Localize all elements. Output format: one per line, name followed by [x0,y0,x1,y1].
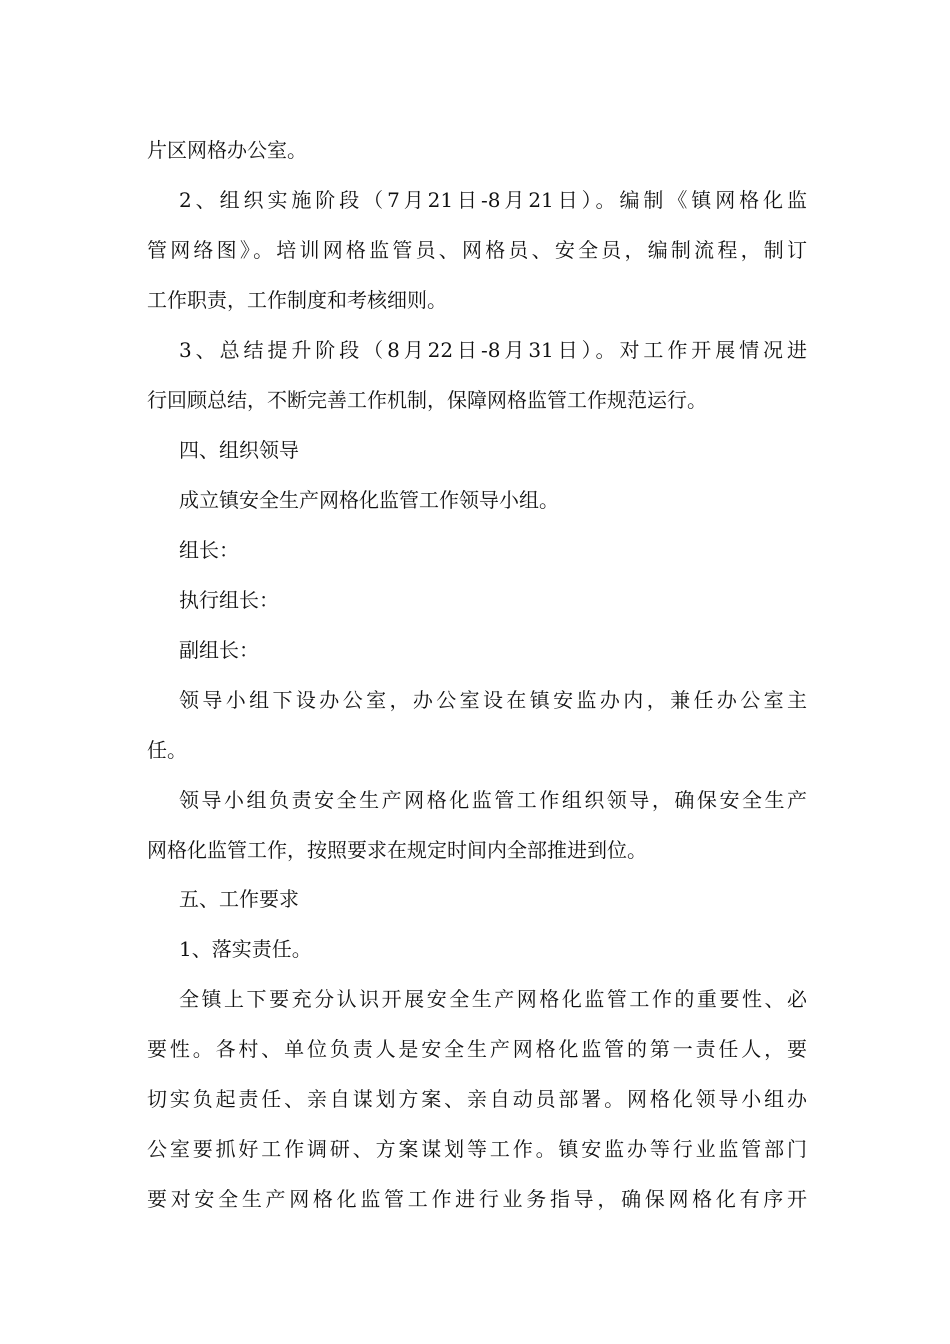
paragraph-line: 成立镇安全生产网格化监管工作领导小组。 [179,488,559,512]
paragraph-line: 要对安全生产网格化监管工作进行业务指导，确保网格化有序开 [147,1187,807,1211]
paragraph-line: 切实负起责任、亲自谋划方案、亲自动员部署。网格化领导小组办 [147,1087,807,1111]
paragraph-line: 副组长： [179,638,259,662]
section-heading: 四、组织领导 [179,438,299,462]
section-heading: 五、工作要求 [179,887,299,911]
paragraph-line: 管网络图》。培训网格监管员、网格员、安全员，编制流程，制订 [147,238,807,262]
paragraph-line: 执行组长： [179,588,279,612]
paragraph-line: 领导小组下设办公室，办公室设在镇安监办内，兼任办公室主 [179,688,807,712]
paragraph-line: 组长： [179,538,239,562]
paragraph-line: 全镇上下要充分认识开展安全生产网格化监管工作的重要性、必 [179,987,807,1011]
paragraph-line: 公室要抓好工作调研、方案谋划等工作。镇安监办等行业监管部门 [147,1137,807,1161]
paragraph-line: 行回顾总结，不断完善工作机制，保障网格监管工作规范运行。 [147,388,707,412]
paragraph-line: 2、组织实施阶段（7月21日-8月21日）。编制《镇网格化监 [179,188,807,212]
paragraph-line: 任。 [147,738,187,762]
paragraph-line: 要性。各村、单位负责人是安全生产网格化监管的第一责任人，要 [147,1037,807,1061]
paragraph-line: 片区网格办公室。 [147,138,307,162]
paragraph-line: 网格化监管工作，按照要求在规定时间内全部推进到位。 [147,838,647,862]
paragraph-line: 3、总结提升阶段（8月22日-8月31日）。对工作开展情况进 [179,338,807,362]
subsection-heading: 1、落实责任。 [179,937,312,961]
paragraph-line: 领导小组负责安全生产网格化监管工作组织领导，确保安全生产 [179,788,807,812]
paragraph-line: 工作职责，工作制度和考核细则。 [147,288,447,312]
